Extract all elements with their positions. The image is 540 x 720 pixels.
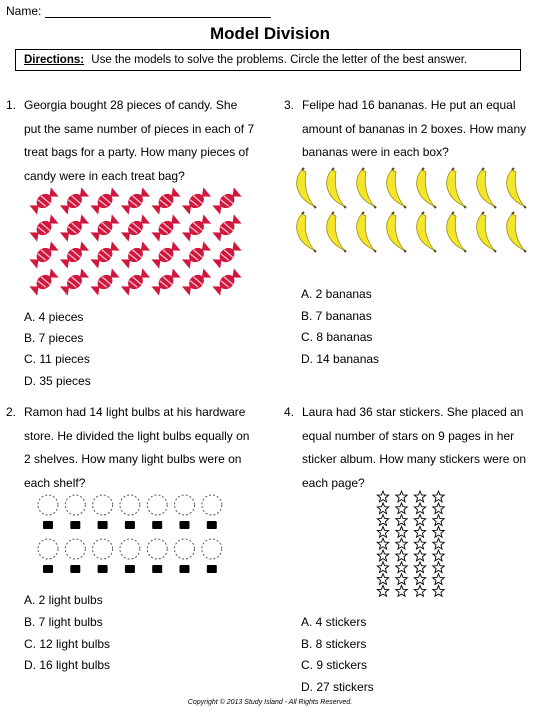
banana-icon: [447, 168, 466, 208]
banana-icon: [327, 212, 346, 252]
candy-icon: [90, 187, 120, 215]
banana-icon: [447, 212, 466, 252]
question-text-line: each page?: [302, 475, 365, 490]
banana-icon: [417, 212, 436, 252]
question-text-line: equal number of stars on 9 pages in her: [302, 428, 515, 443]
choice-d[interactable]: D. 35 pieces: [24, 374, 91, 388]
candy-icon: [182, 214, 212, 242]
copyright-footer: Copyright © 2013 Study Island - All Rights Reserved.: [187, 699, 353, 706]
candy-icon: [151, 214, 181, 242]
star-icon: [433, 562, 444, 573]
question-text-line: Felipe had 16 bananas. He put an equal: [302, 98, 516, 112]
candy-icon: [60, 241, 90, 269]
candy-icon: [60, 214, 90, 242]
star-icon: [396, 503, 407, 514]
question-text-line: store. He divided the light bulbs equally on: [24, 428, 250, 443]
star-icon: [377, 574, 388, 585]
question-number: 3.: [284, 98, 295, 112]
candy-icon: [29, 268, 59, 296]
star-icon: [414, 538, 425, 549]
star-icon: [396, 550, 407, 561]
star-model: [375, 491, 447, 603]
candy-icon: [60, 187, 90, 215]
star-icon: [396, 538, 407, 549]
directions-text: Use the models to solve the problems. Circle the letter of the best answer.: [91, 54, 468, 66]
question-text-line: Laura had 36 star stickers. She placed an: [302, 405, 524, 419]
star-icon: [377, 538, 388, 549]
banana-icon: [297, 168, 316, 208]
choice-d[interactable]: D. 16 light bulbs: [24, 658, 111, 672]
banana-icon: [477, 168, 496, 208]
star-icon: [433, 550, 444, 561]
star-icon: [377, 550, 388, 561]
question-text-line: each shelf?: [24, 475, 86, 490]
star-icon: [377, 526, 388, 537]
star-icon: [414, 550, 425, 561]
light-bulb-icon: [147, 539, 167, 573]
light-bulb-icon: [147, 495, 167, 529]
candy-icon: [212, 214, 242, 242]
candy-icon: [182, 241, 212, 269]
question-text-line: bananas were in each box?: [302, 145, 449, 159]
light-bulb-icon: [38, 539, 58, 573]
candy-icon: [182, 268, 212, 296]
star-icon: [414, 585, 425, 596]
star-icon: [433, 526, 444, 537]
candy-icon: [29, 214, 59, 242]
star-icon: [414, 562, 425, 573]
choice-c[interactable]: C. 8 bananas: [301, 330, 373, 344]
star-icon: [396, 574, 407, 585]
question-1: [6, 94, 268, 190]
banana-icon: [477, 212, 496, 252]
star-icon: [433, 574, 444, 585]
banana-icon: [327, 168, 346, 208]
candy-icon: [182, 187, 212, 215]
banana-icon: [387, 212, 406, 252]
light-bulb-icon: [120, 539, 140, 573]
banana-icon: [357, 212, 376, 252]
star-icon: [377, 491, 388, 502]
candy-icon: [121, 187, 151, 215]
banana-icon: [507, 168, 526, 208]
candy-icon: [151, 187, 181, 215]
choice-c[interactable]: C. 9 stickers: [301, 658, 368, 672]
choice-b[interactable]: B. 7 bananas: [301, 309, 372, 323]
question-2: [6, 401, 268, 497]
banana-model: [290, 168, 534, 252]
star-icon: [396, 491, 407, 502]
star-icon: [433, 491, 444, 502]
star-icon: [414, 526, 425, 537]
question-text-line: Georgia bought 28 pieces of candy. She: [24, 98, 238, 112]
choice-b[interactable]: B. 7 light bulbs: [24, 615, 103, 629]
banana-icon: [507, 212, 526, 252]
banana-icon: [387, 168, 406, 208]
star-icon: [433, 503, 444, 514]
candy-icon: [212, 187, 242, 215]
name-label: Name:: [6, 4, 42, 18]
choice-c[interactable]: C. 12 light bulbs: [24, 637, 111, 651]
candy-icon: [90, 214, 120, 242]
question-number: 4.: [284, 405, 295, 419]
candy-icon: [90, 241, 120, 269]
question-text-line: candy were in each treat bag?: [24, 168, 185, 183]
star-icon: [414, 491, 425, 502]
question-3: [284, 94, 534, 166]
choice-c[interactable]: C. 11 pieces: [24, 352, 90, 366]
question-text-line: treat bags for a party. How many pieces of: [24, 145, 249, 159]
light-bulb-icon: [202, 539, 222, 573]
light-bulb-icon: [202, 495, 222, 529]
question-text-line: amount of bananas in 2 boxes. How many: [302, 121, 527, 136]
light-bulb-icon: [120, 495, 140, 529]
light-bulb-icon: [93, 539, 113, 573]
candy-icon: [121, 268, 151, 296]
candy-icon: [151, 241, 181, 269]
choice-a[interactable]: A. 2 light bulbs: [24, 593, 103, 607]
light-bulb-icon: [65, 495, 85, 529]
candy-icon: [121, 241, 151, 269]
question-text-line: Ramon had 14 light bulbs at his hardware: [24, 405, 246, 419]
star-icon: [433, 585, 444, 596]
choice-b[interactable]: B. 8 stickers: [301, 637, 367, 651]
question-number: 1.: [6, 98, 17, 112]
star-icon: [377, 515, 388, 526]
candy-model: [28, 188, 248, 298]
star-icon: [414, 574, 425, 585]
candy-icon: [151, 268, 181, 296]
star-icon: [414, 515, 425, 526]
candy-icon: [121, 214, 151, 242]
choice-b[interactable]: B. 7 pieces: [24, 331, 84, 345]
question-text-line: sticker album. How many stickers were on: [302, 452, 527, 466]
light-bulb-icon: [65, 539, 85, 573]
star-icon: [377, 503, 388, 514]
star-icon: [414, 503, 425, 514]
candy-icon: [90, 268, 120, 296]
candy-icon: [60, 268, 90, 296]
light-bulb-icon: [175, 539, 195, 573]
question-4: [284, 401, 534, 497]
question-number: 2.: [6, 405, 17, 419]
light-bulb-model: [38, 490, 238, 582]
name-blank-line[interactable]: [45, 5, 271, 18]
star-icon: [396, 562, 407, 573]
choice-a[interactable]: A. 4 stickers: [301, 615, 367, 629]
choice-d[interactable]: D. 14 bananas: [301, 352, 380, 366]
light-bulb-icon: [38, 495, 58, 529]
page-title: Model Division: [210, 24, 330, 43]
question-text-line: put the same number of pieces in each of 7: [24, 121, 255, 136]
light-bulb-icon: [175, 495, 195, 529]
banana-icon: [417, 168, 436, 208]
choice-a[interactable]: A. 2 bananas: [301, 287, 372, 301]
name-field[interactable]: [6, 4, 271, 18]
candy-icon: [29, 187, 59, 215]
directions-label: Directions:: [24, 54, 85, 66]
candy-icon: [29, 241, 59, 269]
choice-d[interactable]: D. 27 stickers: [301, 680, 374, 694]
star-icon: [396, 526, 407, 537]
directions-box: [15, 49, 521, 71]
star-icon: [377, 585, 388, 596]
choice-a[interactable]: A. 4 pieces: [24, 310, 84, 324]
question-text-line: 2 shelves. How many light bulbs were on: [24, 452, 242, 466]
star-icon: [396, 515, 407, 526]
banana-icon: [357, 168, 376, 208]
banana-icon: [297, 212, 316, 252]
candy-icon: [212, 241, 242, 269]
candy-icon: [212, 268, 242, 296]
star-icon: [433, 538, 444, 549]
light-bulb-icon: [93, 495, 113, 529]
star-icon: [396, 585, 407, 596]
star-icon: [377, 562, 388, 573]
star-icon: [433, 515, 444, 526]
